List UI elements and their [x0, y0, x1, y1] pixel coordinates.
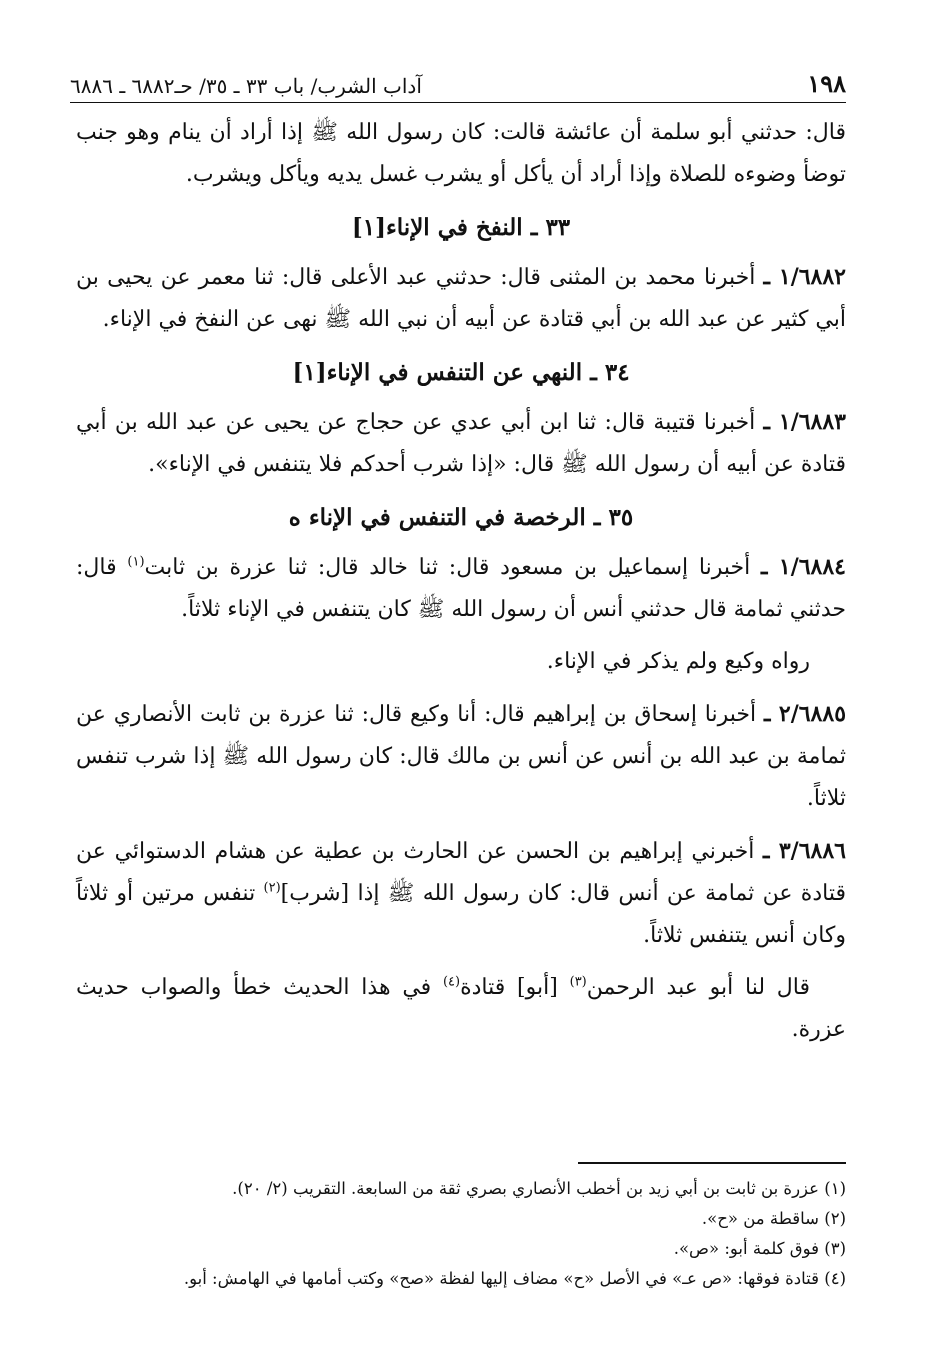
closing-text-c: في هذا الحديث خطأ والصواب حديث عزرة. — [76, 975, 846, 1042]
hadith-text-cont: قال: حدثني ثمامة قال حدثني أنس أن رسول الله ﷺ كان يتنفس في الإناء ثلاثاً. — [76, 555, 846, 622]
footnote-4: (٤) قتادة فوقها: «ص عـ» في الأصل «ح» مضاف إليها لفظة «صح» وكتب أمامها في الهامش: أبو. — [183, 1269, 846, 1288]
footnote-2: (٢) ساقطة من «ح». — [701, 1209, 846, 1228]
hadith-number: ١/٦٨٨٢ ـ — [763, 264, 846, 290]
hadith-text: أخبرنا قتيبة قال: ثنا ابن أبي عدي عن حجاج عن يحيى عن عبد الله بن أبي قتادة عن أبيه أن رسول الله ﷺ قال: «إذا شرب أحدكم فلا يتنفس في الإناء». — [76, 410, 846, 477]
section-title: ٣٤ ـ النهي عن التنفس في الإناء — [326, 359, 630, 386]
hadith-6884 — [76, 546, 846, 631]
hadith-text: أخبرنا إسماعيل بن مسعود قال: ثنا خالد قال: ثنا عزرة بن ثابت — [144, 555, 751, 580]
footnote-3: (٣) فوق كلمة أبو: «ص». — [673, 1239, 846, 1258]
hadith-text: أخبرنا محمد بن المثنى قال: حدثني عبد الأعلى قال: ثنا معمر عن يحيى بن أبي كثير عن عبد الله بن أبي قتادة عن أبيه أن نبي الله ﷺ نهى عن النفخ في الإناء. — [76, 265, 846, 332]
footnote-ref: (٢) — [263, 880, 281, 896]
hadith-text: أخبرني إبراهيم بن الحسن عن الحارث بن عطية عن هشام الدستوائي عن قتادة عن ثمامة عن أنس قال: كان رسول الله ﷺ إذا [شرب] — [76, 839, 846, 906]
section-heading-33 — [76, 206, 846, 250]
section-heading-34 — [76, 351, 846, 395]
hadith-text: أخبرنا إسحاق بن إبراهيم قال: أنا وكيع قال: ثنا عزرة بن ثابت الأنصاري عن ثمامة بن عبد الله بن أنس عن أنس بن مالك قال: كان رسول الله ﷺ إذا شرب تنفس ثلاثاً. — [76, 702, 846, 811]
closing-text-b: [أبو] قتادة — [460, 975, 558, 1000]
main-text — [76, 112, 846, 1061]
hadith-note: رواه وكيع ولم يذكر في الإناء. — [546, 649, 810, 674]
footnote-ref: (٤) — [442, 974, 461, 990]
hadith-text-cont: تنفس مرتين أو ثلاثاً وكان أنس يتنفس ثلاثاً. — [76, 881, 846, 948]
footnotes — [76, 1174, 846, 1294]
hadith-6883 — [76, 401, 846, 486]
paragraph-continuation: قال: حدثني أبو سلمة أن عائشة قالت: كان رسول الله ﷺ إذا أراد أن ينام وهو جنب توضأ وضوءه للصلاة وإذا أراد أن يأكل أو يشرب غسل يديه ويأكل ويشرب. — [76, 120, 846, 187]
footnote-mark: [١] — [351, 214, 386, 241]
hadith-number: ١/٦٨٨٣ ـ — [763, 409, 846, 435]
footnote-ref: (١) — [127, 554, 145, 570]
closing-remark — [76, 967, 846, 1051]
hadith-number: ١/٦٨٨٤ ـ — [761, 554, 846, 580]
running-head: آداب الشرب/ باب ٣٣ ـ ٣٥/ حـ٦٨٨٢ ـ ٦٨٨٦ — [70, 74, 422, 98]
footnote-1: (١) عزرة بن ثابت بن أبي زيد بن أخطب الأنصاري بصري ثقة من السابعة. التقريب (٢/ ٢٠). — [232, 1179, 846, 1198]
hadith-6885 — [76, 693, 846, 820]
footnote-separator — [578, 1162, 846, 1164]
page-number: ١٩٨ — [807, 69, 846, 98]
running-header — [70, 64, 846, 103]
hadith-number: ٣/٦٨٨٦ ـ — [763, 838, 846, 864]
hadith-number: ٢/٦٨٨٥ ـ — [763, 701, 847, 727]
closing-text: قال لنا أبو عبد الرحمن — [586, 975, 811, 1000]
footnote-ref: (٣) — [569, 974, 587, 990]
section-title: ٣٣ ـ النفخ في الإناء — [385, 214, 571, 241]
hadith-6886 — [76, 830, 846, 957]
footnote-mark: [١] — [292, 359, 327, 386]
hadith-6882 — [76, 256, 846, 341]
section-heading-35: ٣٥ ـ الرخصة في التنفس في الإناء ه — [288, 504, 634, 531]
